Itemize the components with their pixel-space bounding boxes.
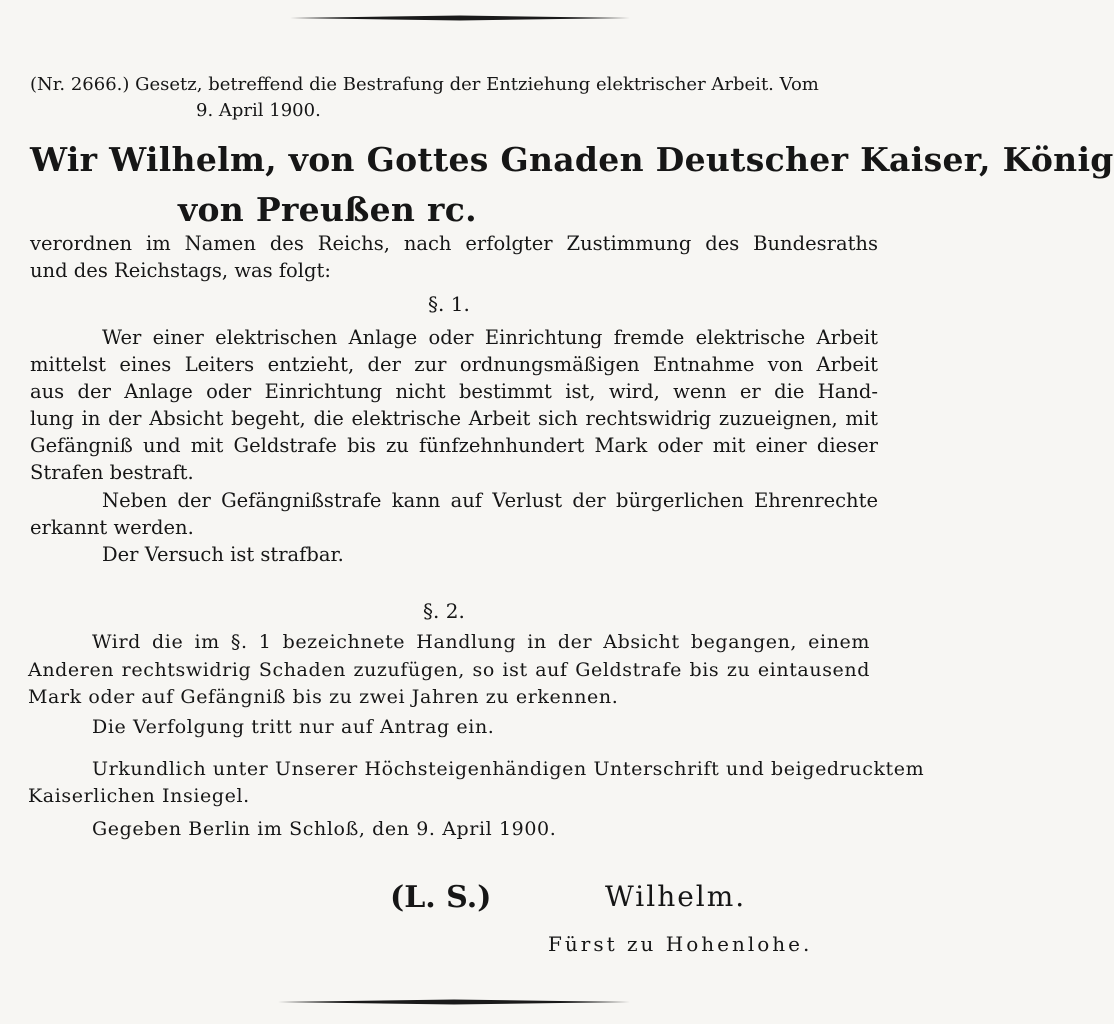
section-2-line-4: Die Verfolgung tritt nur auf Antrag ein. bbox=[92, 716, 495, 738]
section-1-heading: §. 1. bbox=[428, 292, 470, 316]
section-2-heading: §. 2. bbox=[423, 599, 465, 623]
section-2-line-3: Mark oder auf Gefängniß bis zu zwei Jahren zu erkennen. bbox=[28, 686, 619, 708]
seal-mark: (L. S.) bbox=[390, 880, 492, 915]
section-1-line-8: erkannt werden. bbox=[30, 516, 194, 539]
given-date-line: Gegeben Berlin im Schloß, den 9. April 1900. bbox=[92, 818, 557, 840]
preamble-line-2: und des Reichstags, was folgt: bbox=[30, 259, 331, 282]
preamble-title-line-2: von Preußen rc. bbox=[178, 190, 477, 229]
closing-line-1: Urkundlich unter Unserer Höchsteigenhändigen Unterschrift und beigedrucktem bbox=[92, 758, 925, 780]
section-1-line-4: lung in der Absicht begeht, die elektrische Arbeit sich rechtswidrig zuzueignen, mit bbox=[30, 407, 878, 430]
closing-line-2: Kaiserlichen Insiegel. bbox=[28, 785, 250, 807]
law-title-line-2: 9. April 1900. bbox=[196, 100, 321, 121]
preamble-line-1: verordnen im Namen des Reichs, nach erfolgter Zustimmung des Bundesraths bbox=[30, 232, 878, 255]
section-1-line-5: Gefängniß und mit Geldstrafe bis zu fünfzehnhundert Mark oder mit einer dieser bbox=[30, 434, 878, 457]
section-1-line-3: aus der Anlage oder Einrichtung nicht bestimmt ist, wird, wenn er die Hand- bbox=[30, 380, 878, 403]
section-1-line-9: Der Versuch ist strafbar. bbox=[102, 543, 344, 566]
chancellor-signature: Fürst zu Hohenlohe. bbox=[548, 932, 813, 956]
preamble-title-line-1: Wir Wilhelm, von Gottes Gnaden Deutscher Kaiser, König bbox=[30, 140, 1114, 179]
section-1-line-7: Neben der Gefängnißstrafe kann auf Verlust der bürgerlichen Ehrenrechte bbox=[102, 489, 878, 512]
section-1-line-6: Strafen bestraft. bbox=[30, 461, 194, 484]
section-1-line-2: mittelst eines Leiters entzieht, der zur ordnungsmäßigen Entnahme von Arbeit bbox=[30, 353, 878, 376]
law-title-line-1: (Nr. 2666.) Gesetz, betreffend die Bestrafung der Entziehung elektrischer Arbeit. Vom bbox=[30, 74, 819, 95]
emperor-signature: Wilhelm. bbox=[605, 880, 747, 913]
section-1-line-1: Wer einer elektrischen Anlage oder Einrichtung fremde elektrische Arbeit bbox=[102, 326, 878, 349]
section-2-line-2: Anderen rechtswidrig Schaden zuzufügen, so ist auf Geldstrafe bis zu eintausend bbox=[28, 659, 870, 681]
section-2-line-1: Wird die im §. 1 bezeichnete Handlung in der Absicht begangen, einem bbox=[92, 631, 870, 653]
